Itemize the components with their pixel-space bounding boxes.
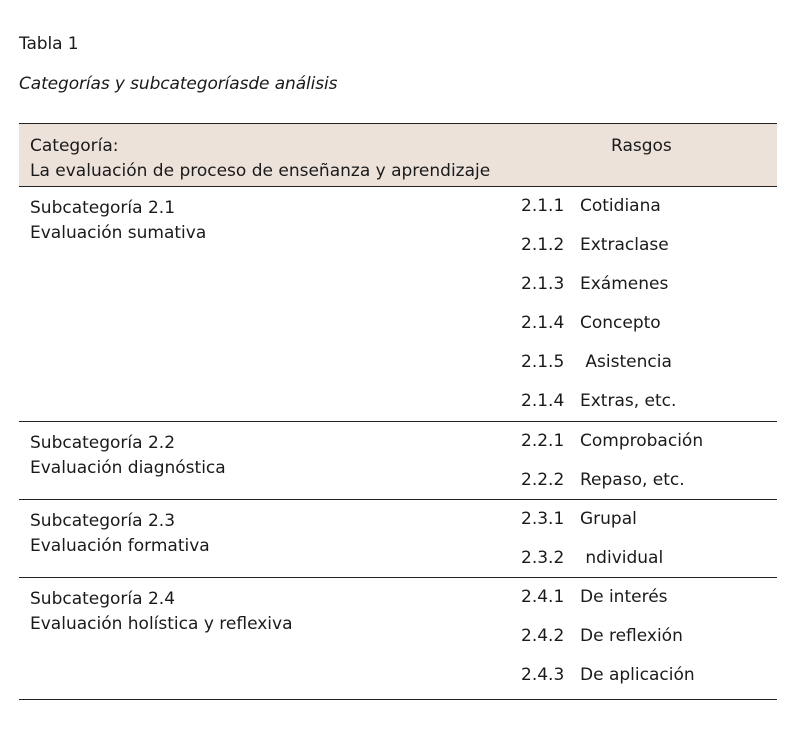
subcategory-title: Subcategoría 2.2 (30, 433, 176, 453)
subcategory-title: Subcategoría 2.4 (30, 589, 176, 609)
subcategory-subtitle: Evaluación diagnóstica (30, 458, 226, 478)
header-category (30, 134, 490, 184)
rasgo-number: 2.2.2 (521, 470, 565, 490)
rasgo-number: 2.4.1 (521, 587, 565, 607)
rasgo-number: 2.4.2 (521, 626, 565, 646)
rasgo-number: 2.3.1 (521, 509, 565, 529)
header-rasgos: Rasgos (611, 136, 672, 156)
analysis-categories-table (19, 123, 777, 700)
rasgo-text: Cotidiana (580, 196, 661, 216)
header-category-label: Categoría: (30, 136, 119, 156)
subcategory-subtitle: Evaluación formativa (30, 536, 210, 556)
subcategory-label (30, 196, 206, 246)
rasgo-text: Concepto (580, 313, 661, 333)
subcategory-title: Subcategoría 2.3 (30, 511, 176, 531)
rasgo-text: Asistencia (580, 352, 672, 372)
rasgo-text: ndividual (580, 548, 664, 568)
table-label: Tabla 1 (19, 34, 79, 54)
rasgo-number: 2.3.2 (521, 548, 565, 568)
rasgo-number: 2.1.5 (521, 352, 565, 372)
rasgo-number: 2.4.3 (521, 665, 565, 685)
subcategory-group (19, 578, 777, 700)
subcategory-label (30, 587, 293, 637)
table-header (19, 123, 777, 187)
subcategory-group (19, 187, 777, 422)
subcategory-label (30, 431, 226, 481)
rasgo-number: 2.1.3 (521, 274, 565, 294)
rasgo-text: Exámenes (580, 274, 669, 294)
subcategory-label (30, 509, 210, 559)
subcategory-title: Subcategoría 2.1 (30, 198, 176, 218)
rasgo-number: 2.1.2 (521, 235, 565, 255)
rasgo-number: 2.1.1 (521, 196, 565, 216)
rasgo-text: Comprobación (580, 431, 704, 451)
rasgo-text: Extraclase (580, 235, 669, 255)
rasgo-text: Grupal (580, 509, 637, 529)
rasgo-number: 2.1.4 (521, 313, 565, 333)
header-category-value: La evaluación de proceso de enseñanza y aprendizaje (30, 161, 491, 181)
subcategory-subtitle: Evaluación sumativa (30, 223, 207, 243)
rasgo-text: De reflexión (580, 626, 683, 646)
subcategory-subtitle: Evaluación holística y reflexiva (30, 614, 293, 634)
rasgo-text: Extras, etc. (580, 391, 677, 411)
table-caption: Categorías y subcategoríasde análisis (19, 74, 338, 94)
rasgo-number: 2.2.1 (521, 431, 565, 451)
rasgo-text: De interés (580, 587, 668, 607)
rasgo-text: Repaso, etc. (580, 470, 685, 490)
rasgo-number: 2.1.4 (521, 391, 565, 411)
subcategory-group (19, 422, 777, 500)
rasgo-text: De aplicación (580, 665, 695, 685)
subcategory-group (19, 500, 777, 578)
